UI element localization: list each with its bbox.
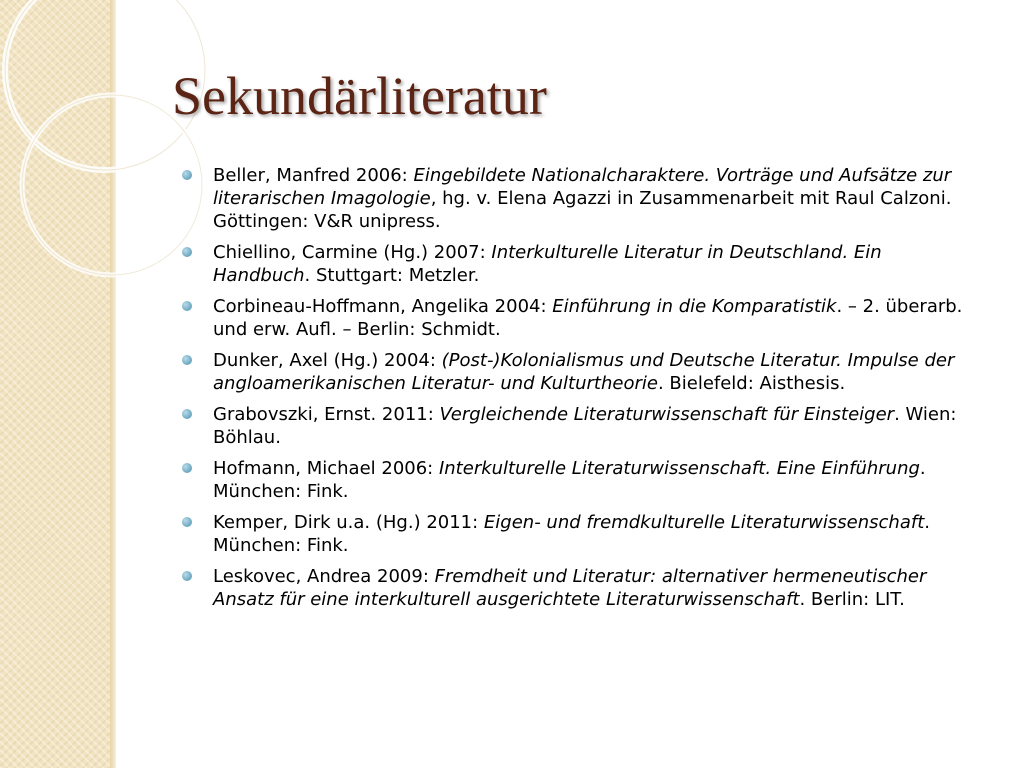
reference-author-year: Beller, Manfred 2006: xyxy=(213,165,414,186)
reference-details: , hg. v. Elena Agazzi in Zusammenarbeit mit Raul Calzoni. Göttingen: V&R unipress. xyxy=(213,188,952,232)
list-item xyxy=(178,295,978,341)
bullet-icon xyxy=(182,517,192,527)
reference-work-title: Einführung in die Komparatistik xyxy=(552,296,837,317)
reference-work-title: Eingebildete Nationalcharaktere. Vorträge und Aufsätze zur literarischen Imagologie xyxy=(213,165,952,209)
reference-work-title: Eigen- und fremdkulturelle Literaturwissenschaft xyxy=(483,512,925,533)
reference-author-year: Leskovec, Andrea 2009: xyxy=(213,566,435,587)
bullet-icon xyxy=(182,247,192,257)
reference-author-year: Hofmann, Michael 2006: xyxy=(213,458,439,479)
reference-author-year: Corbineau-Hoffmann, Angelika 2004: xyxy=(213,296,553,317)
bullet-icon xyxy=(182,571,192,581)
bullet-icon xyxy=(182,409,192,419)
list-item xyxy=(178,349,978,395)
reference-work-title: Fremdheit und Literatur: alternativer hermeneutischer Ansatz für eine interkulturell ausgerichtete Literaturwissenschaft xyxy=(213,566,927,610)
reference-work-title: (Post-)Kolonialismus und Deutsche Literatur. Impulse der angloamerikanischen Literatur- und Kulturtheorie xyxy=(213,350,955,394)
list-item xyxy=(178,565,978,611)
reference-details: . – 2. überarb. und erw. Aufl. – Berlin: Schmidt. xyxy=(213,296,963,340)
reference-author-year: Chiellino, Carmine (Hg.) 2007: xyxy=(213,242,492,263)
list-item xyxy=(178,241,978,287)
list-item xyxy=(178,164,978,233)
reference-list xyxy=(178,164,978,619)
bullet-icon xyxy=(182,301,192,311)
bullet-icon xyxy=(182,355,192,365)
reference-author-year: Kemper, Dirk u.a. (Hg.) 2011: xyxy=(213,512,484,533)
reference-work-title: Vergleichende Literaturwissenschaft für Einsteiger xyxy=(439,404,895,425)
list-item xyxy=(178,457,978,503)
reference-details: . Wien: Böhlau. xyxy=(213,404,957,448)
reference-work-title: Interkulturelle Literatur in Deutschland. Ein Handbuch xyxy=(213,242,882,286)
reference-details: . Berlin: LIT. xyxy=(799,589,905,610)
list-item xyxy=(178,403,978,449)
bullet-icon xyxy=(182,463,192,473)
reference-work-title: Interkulturelle Literaturwissenschaft. Eine Einführung xyxy=(438,458,920,479)
reference-details: . München: Fink. xyxy=(213,512,930,556)
reference-author-year: Grabovszki, Ernst. 2011: xyxy=(213,404,440,425)
reference-details: . Stuttgart: Metzler. xyxy=(304,265,480,286)
reference-details: . Bielefeld: Aisthesis. xyxy=(657,373,846,394)
reference-details: . München: Fink. xyxy=(213,458,926,502)
list-item xyxy=(178,511,978,557)
reference-author-year: Dunker, Axel (Hg.) 2004: xyxy=(213,350,442,371)
bullet-icon xyxy=(182,170,192,180)
slide-title: Sekundärliteratur xyxy=(172,66,547,126)
